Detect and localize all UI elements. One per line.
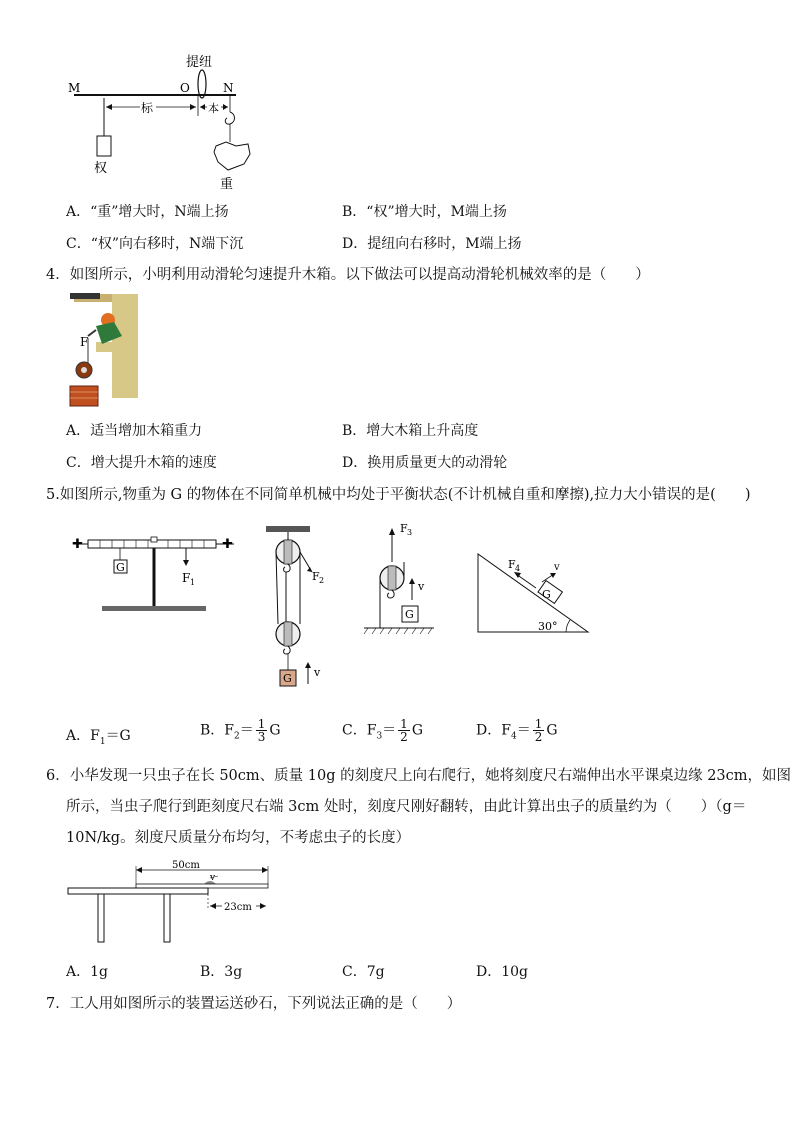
svg-text:F: F xyxy=(312,570,320,583)
svg-text:F: F xyxy=(508,558,516,571)
q4-option-d[interactable]: D．换用质量更大的动滑轮 xyxy=(342,455,508,471)
incline-figure xyxy=(470,550,600,640)
label-F: F xyxy=(80,335,89,349)
q3-option-d[interactable]: D．提纽向右移时，M端上扬 xyxy=(342,236,522,252)
svg-text:v: v xyxy=(314,666,321,679)
svg-text:✚: ✚ xyxy=(72,537,83,552)
label-M: M xyxy=(68,81,81,95)
svg-text:2: 2 xyxy=(319,576,325,585)
svg-text:23cm: 23cm xyxy=(224,902,252,913)
svg-text:✚: ✚ xyxy=(222,537,233,552)
label-O: O xyxy=(180,81,190,95)
pulley-worker-figure xyxy=(66,290,144,410)
q5-option-d[interactable]: D．$F_4=$ $\frac{1}{2}$ G xyxy=(476,717,558,744)
label-tiniu: 提纽 xyxy=(186,55,213,70)
q3-option-a[interactable]: A．“重”增大时，N端上扬 xyxy=(66,204,229,220)
heavy-object xyxy=(214,142,250,170)
svg-text:50cm: 50cm xyxy=(172,860,200,871)
lever-figure xyxy=(70,528,240,628)
q5-stem: 5.如图所示,物重为 G 的物体在不同简单机械中均处于平衡状态(不计机械自重和摩擦),拉力大小错误的是( ) xyxy=(46,487,751,503)
svg-text:v: v xyxy=(554,562,560,573)
svg-text:30°: 30° xyxy=(538,620,558,633)
svg-text:v: v xyxy=(418,580,425,593)
wooden-box xyxy=(70,386,98,406)
ruler-table-figure xyxy=(64,856,274,946)
q4-stem: 4．如图所示，小明利用动滑轮匀速提升木箱。以下做法可以提高动滑轮机械效率的是（ ） xyxy=(46,267,650,283)
svg-text:1: 1 xyxy=(190,578,196,587)
label-quan: 权 xyxy=(94,161,108,176)
single-pulley-figure xyxy=(360,520,440,640)
q3-option-c[interactable]: C．“权”向右移时，N端下沉 xyxy=(66,236,244,252)
q6-option-a[interactable]: A．1g xyxy=(66,964,108,980)
svg-text:3: 3 xyxy=(407,528,413,537)
svg-text:G: G xyxy=(542,588,551,601)
pulley-block-figure xyxy=(256,524,336,692)
table-top xyxy=(68,888,208,894)
q6-stem-line3: 10N/kg。刻度尺质量分布均匀，不考虑虫子的长度） xyxy=(66,830,411,846)
q4-option-b[interactable]: B．增大木箱上升高度 xyxy=(342,423,479,439)
hook xyxy=(225,112,234,124)
q3-option-b[interactable]: B．“权”增大时，M端上扬 xyxy=(342,204,507,220)
ruler xyxy=(136,884,268,888)
q6-option-d[interactable]: D．10g xyxy=(476,964,529,980)
svg-text:F: F xyxy=(182,571,191,585)
q5-option-a[interactable]: A．$F_1=G$ xyxy=(66,728,131,747)
label-zhong: 重 xyxy=(220,177,234,192)
label-biao: 标 xyxy=(141,101,154,115)
q4-option-a[interactable]: A．适当增加木箱重力 xyxy=(66,423,203,439)
q6-stem-line1: 6．小华发现一只虫子在长 50cm、质量 10g 的刻度尺上向右爬行，她将刻度尺右端伸出水平课桌边缘 23cm，如图 xyxy=(46,768,792,784)
svg-text:G: G xyxy=(405,608,414,621)
label-ben: 本 xyxy=(208,102,219,115)
q7-stem: 7．工人用如图所示的装置运送砂石，下列说法正确的是（ ） xyxy=(46,996,462,1012)
q6-option-b[interactable]: B．3g xyxy=(200,964,243,980)
svg-text:G: G xyxy=(283,672,292,685)
svg-text:G: G xyxy=(116,561,125,574)
counterweight xyxy=(97,136,111,156)
label-N: N xyxy=(223,81,234,95)
svg-text:v: v xyxy=(210,873,216,883)
q6-stem-line2: 所示，当虫子爬行到距刻度尺右端 3cm 处时，刻度尺刚好翻转，由此计算出虫子的质量约为（ ）（g＝ xyxy=(66,799,747,815)
steelyard-figure xyxy=(60,50,260,195)
q5-option-c[interactable]: C．$F_3=$ $\frac{1}{2}$ G xyxy=(342,717,423,744)
q6-option-c[interactable]: C．7g xyxy=(342,964,385,980)
svg-text:4: 4 xyxy=(515,564,521,573)
svg-text:F: F xyxy=(400,522,408,535)
q4-option-c[interactable]: C．增大提升木箱的速度 xyxy=(66,455,217,471)
q5-option-b[interactable]: B．$F_2=$ $\frac{1}{3}$ G xyxy=(200,717,281,744)
lifting-ring xyxy=(198,70,206,98)
